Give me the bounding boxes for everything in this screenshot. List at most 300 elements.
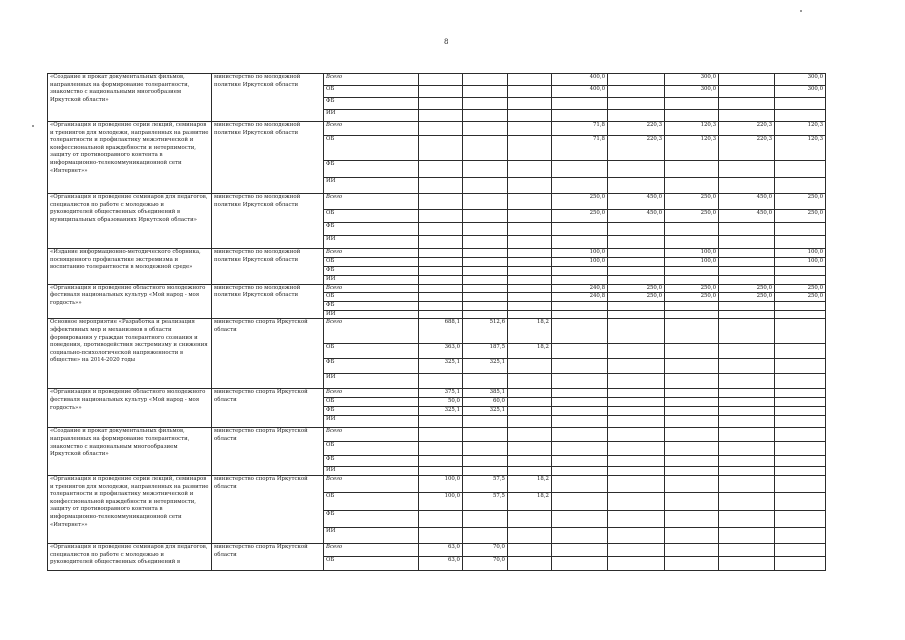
- amount-cell: [775, 398, 826, 407]
- amount-cell: [419, 210, 463, 223]
- amount-cell: [608, 344, 665, 359]
- amount-cell: 300,0: [775, 74, 826, 86]
- funding-source-cell: Всего: [324, 249, 419, 258]
- amount-cell: [775, 374, 826, 389]
- amount-cell: 71,8: [552, 122, 608, 136]
- amount-cell: [419, 293, 463, 302]
- amount-cell: [775, 236, 826, 249]
- table-row: [48, 475, 826, 492]
- amount-cell: 63,0: [419, 556, 463, 570]
- amount-cell: [665, 302, 719, 311]
- funding-source-cell: ИИ: [324, 110, 419, 122]
- funding-source-cell: ОБ: [324, 136, 419, 161]
- amount-cell: [775, 178, 826, 194]
- amount-cell: [665, 442, 719, 456]
- amount-cell: 18,2: [508, 344, 552, 359]
- amount-cell: [775, 310, 826, 319]
- amount-cell: 363,0: [419, 344, 463, 359]
- amount-cell: 385,1: [463, 389, 508, 398]
- amount-cell: [608, 249, 665, 258]
- amount-cell: [775, 267, 826, 276]
- amount-cell: [419, 74, 463, 86]
- amount-cell: 57,5: [463, 475, 508, 492]
- funding-source-cell: ОБ: [324, 398, 419, 407]
- amount-cell: [665, 310, 719, 319]
- activity-name-cell: «Создание и прокат документальных фильмов, направленных на формирование толерантности, знакомство с национальными многообразием Иркутской области»: [48, 74, 212, 122]
- amount-cell: [665, 543, 719, 556]
- amount-cell: [719, 359, 775, 374]
- amount-cell: [775, 456, 826, 467]
- funding-source-cell: ФБ: [324, 407, 419, 416]
- amount-cell: [608, 98, 665, 110]
- amount-cell: [608, 74, 665, 86]
- funding-source-cell: ФБ: [324, 161, 419, 178]
- amount-cell: [719, 416, 775, 428]
- responsible-executor-cell: министерство спорта Иркутской области: [212, 543, 324, 570]
- amount-cell: [419, 223, 463, 236]
- amount-cell: [775, 467, 826, 476]
- amount-cell: 100,0: [419, 492, 463, 510]
- table-row: [48, 74, 826, 86]
- amount-cell: [665, 267, 719, 276]
- program-activities-table: [47, 73, 826, 571]
- responsible-executor-cell: министерство спорта Иркутской области: [212, 319, 324, 389]
- amount-cell: [463, 110, 508, 122]
- amount-cell: [719, 527, 775, 543]
- amount-cell: [552, 475, 608, 492]
- amount-cell: [665, 389, 719, 398]
- amount-cell: [419, 310, 463, 319]
- amount-cell: [508, 276, 552, 285]
- amount-cell: [665, 407, 719, 416]
- amount-cell: [508, 210, 552, 223]
- amount-cell: [608, 389, 665, 398]
- amount-cell: 60,0: [463, 398, 508, 407]
- amount-cell: [419, 86, 463, 98]
- amount-cell: [719, 178, 775, 194]
- responsible-executor-cell: министерство по молодежной политике Иркутской области: [212, 249, 324, 285]
- activity-name-cell: «Организация и проведение семинаров для педагогов, специалистов по работе с молодежью и руководителей общественных объединений в муниципальных образованиях Иркутской области»: [48, 194, 212, 249]
- funding-source-cell: ОБ: [324, 492, 419, 510]
- amount-cell: [665, 398, 719, 407]
- amount-cell: [463, 374, 508, 389]
- amount-cell: [419, 110, 463, 122]
- amount-cell: [419, 236, 463, 249]
- amount-cell: [508, 374, 552, 389]
- amount-cell: [719, 98, 775, 110]
- amount-cell: [508, 249, 552, 258]
- amount-cell: [463, 258, 508, 267]
- amount-cell: 120,3: [665, 122, 719, 136]
- amount-cell: [552, 319, 608, 344]
- amount-cell: [665, 276, 719, 285]
- amount-cell: [775, 527, 826, 543]
- amount-cell: [719, 467, 775, 476]
- amount-cell: [552, 416, 608, 428]
- amount-cell: [719, 319, 775, 344]
- amount-cell: 220,3: [608, 136, 665, 161]
- amount-cell: 100,0: [552, 249, 608, 258]
- amount-cell: [552, 223, 608, 236]
- amount-cell: 300,0: [775, 86, 826, 98]
- amount-cell: [552, 527, 608, 543]
- amount-cell: 220,3: [719, 122, 775, 136]
- amount-cell: [419, 416, 463, 428]
- amount-cell: [665, 527, 719, 543]
- funding-source-cell: Всего: [324, 543, 419, 556]
- amount-cell: 240,8: [552, 293, 608, 302]
- amount-cell: [608, 258, 665, 267]
- amount-cell: 18,2: [508, 475, 552, 492]
- amount-cell: [463, 267, 508, 276]
- amount-cell: 450,0: [608, 210, 665, 223]
- funding-source-cell: ИИ: [324, 276, 419, 285]
- amount-cell: [419, 527, 463, 543]
- activity-name-cell: «Организация и проведение областного молодежного фестиваля национальных культур «Мой народ - моя гордость»»: [48, 389, 212, 428]
- activity-name-cell: «Организация и проведение серии лекций, семинаров и тренингов для молодежи, направленных на развитие толерантности и профилактику межэтнической и конфессиональной враждебности и нетерпимости, защиту от противоправного контента в информационно-телекоммуникационной сети «Интернет»»: [48, 475, 212, 543]
- amount-cell: 250,0: [719, 284, 775, 293]
- amount-cell: [463, 456, 508, 467]
- amount-cell: [419, 122, 463, 136]
- funding-source-cell: ОБ: [324, 556, 419, 570]
- amount-cell: [665, 428, 719, 442]
- amount-cell: [508, 359, 552, 374]
- amount-cell: 18,2: [508, 319, 552, 344]
- amount-cell: [719, 344, 775, 359]
- amount-cell: [552, 492, 608, 510]
- amount-cell: 100,0: [775, 258, 826, 267]
- amount-cell: [608, 86, 665, 98]
- amount-cell: [463, 527, 508, 543]
- funding-source-cell: ИИ: [324, 236, 419, 249]
- amount-cell: 100,0: [665, 249, 719, 258]
- amount-cell: [508, 86, 552, 98]
- funding-source-cell: ИИ: [324, 178, 419, 194]
- amount-cell: 300,0: [665, 86, 719, 98]
- amount-cell: [719, 407, 775, 416]
- amount-cell: [463, 178, 508, 194]
- funding-source-cell: ФБ: [324, 456, 419, 467]
- funding-source-cell: Всего: [324, 428, 419, 442]
- amount-cell: [508, 110, 552, 122]
- funding-source-cell: Всего: [324, 389, 419, 398]
- amount-cell: [719, 258, 775, 267]
- amount-cell: [719, 276, 775, 285]
- amount-cell: [463, 86, 508, 98]
- amount-cell: [665, 344, 719, 359]
- amount-cell: [463, 161, 508, 178]
- amount-cell: 220,3: [719, 136, 775, 161]
- amount-cell: 220,3: [608, 122, 665, 136]
- amount-cell: [719, 374, 775, 389]
- amount-cell: [719, 428, 775, 442]
- amount-cell: [508, 258, 552, 267]
- activity-name-cell: «Организация и проведение областного молодежного фестиваля национальных культур «Мой народ - моя гордость»»: [48, 284, 212, 319]
- amount-cell: [419, 467, 463, 476]
- amount-cell: [508, 293, 552, 302]
- amount-cell: [508, 161, 552, 178]
- table-row: [48, 284, 826, 293]
- amount-cell: [552, 428, 608, 442]
- amount-cell: 250,0: [665, 210, 719, 223]
- amount-cell: [775, 556, 826, 570]
- amount-cell: [419, 456, 463, 467]
- amount-cell: [719, 74, 775, 86]
- amount-cell: [608, 416, 665, 428]
- amount-cell: [419, 374, 463, 389]
- table-row: [48, 389, 826, 398]
- amount-cell: 688,1: [419, 319, 463, 344]
- amount-cell: [608, 527, 665, 543]
- amount-cell: [775, 407, 826, 416]
- table-row: [48, 249, 826, 258]
- responsible-executor-cell: министерство по молодежной политике Иркутской области: [212, 284, 324, 319]
- amount-cell: [665, 236, 719, 249]
- amount-cell: [508, 223, 552, 236]
- amount-cell: 250,0: [775, 194, 826, 210]
- amount-cell: [719, 543, 775, 556]
- amount-cell: 512,6: [463, 319, 508, 344]
- table-row: [48, 194, 826, 210]
- amount-cell: [419, 258, 463, 267]
- amount-cell: [419, 136, 463, 161]
- funding-source-cell: ОБ: [324, 293, 419, 302]
- amount-cell: 450,0: [719, 210, 775, 223]
- responsible-executor-cell: министерство по молодежной политике Иркутской области: [212, 74, 324, 122]
- amount-cell: [608, 178, 665, 194]
- amount-cell: [508, 74, 552, 86]
- amount-cell: [463, 416, 508, 428]
- funding-source-cell: Всего: [324, 475, 419, 492]
- amount-cell: [552, 359, 608, 374]
- amount-cell: 18,2: [508, 492, 552, 510]
- amount-cell: [419, 284, 463, 293]
- amount-cell: [508, 98, 552, 110]
- funding-source-cell: ИИ: [324, 310, 419, 319]
- amount-cell: 250,0: [775, 210, 826, 223]
- amount-cell: [463, 428, 508, 442]
- table-row: [48, 122, 826, 136]
- amount-cell: [608, 236, 665, 249]
- amount-cell: 250,0: [552, 194, 608, 210]
- amount-cell: 325,1: [419, 407, 463, 416]
- amount-cell: [775, 223, 826, 236]
- amount-cell: [608, 442, 665, 456]
- amount-cell: 400,0: [552, 74, 608, 86]
- activity-name-cell: «Организация и проведение семинаров для педагогов, специалистов по работе с молодежью и руководителей общественных объединений в: [48, 543, 212, 570]
- amount-cell: [775, 276, 826, 285]
- amount-cell: [508, 543, 552, 556]
- amount-cell: [463, 442, 508, 456]
- amount-cell: 400,0: [552, 86, 608, 98]
- responsible-executor-cell: министерство спорта Иркутской области: [212, 475, 324, 543]
- amount-cell: [463, 302, 508, 311]
- amount-cell: 120,3: [775, 136, 826, 161]
- amount-cell: 450,0: [608, 194, 665, 210]
- amount-cell: [608, 374, 665, 389]
- amount-cell: [608, 456, 665, 467]
- amount-cell: [508, 302, 552, 311]
- amount-cell: [419, 442, 463, 456]
- amount-cell: [508, 284, 552, 293]
- responsible-executor-cell: министерство спорта Иркутской области: [212, 428, 324, 476]
- amount-cell: 100,0: [552, 258, 608, 267]
- amount-cell: [719, 310, 775, 319]
- amount-cell: [508, 267, 552, 276]
- amount-cell: [608, 475, 665, 492]
- amount-cell: [719, 556, 775, 570]
- funding-source-cell: Всего: [324, 284, 419, 293]
- amount-cell: 325,1: [419, 359, 463, 374]
- amount-cell: [719, 236, 775, 249]
- amount-cell: [608, 110, 665, 122]
- amount-cell: [552, 442, 608, 456]
- amount-cell: [463, 136, 508, 161]
- amount-cell: 100,0: [665, 258, 719, 267]
- amount-cell: [463, 236, 508, 249]
- amount-cell: [552, 276, 608, 285]
- amount-cell: 250,0: [775, 284, 826, 293]
- amount-cell: [665, 319, 719, 344]
- amount-cell: [775, 442, 826, 456]
- funding-source-cell: ОБ: [324, 210, 419, 223]
- amount-cell: [419, 276, 463, 285]
- amount-cell: [719, 492, 775, 510]
- amount-cell: [419, 98, 463, 110]
- amount-cell: 325,1: [463, 359, 508, 374]
- amount-cell: [665, 556, 719, 570]
- amount-cell: 250,0: [775, 293, 826, 302]
- amount-cell: [552, 161, 608, 178]
- amount-cell: [665, 98, 719, 110]
- amount-cell: [419, 302, 463, 311]
- amount-cell: [665, 467, 719, 476]
- amount-cell: [508, 194, 552, 210]
- amount-cell: 375,1: [419, 389, 463, 398]
- funding-source-cell: ФБ: [324, 302, 419, 311]
- amount-cell: [508, 510, 552, 527]
- amount-cell: [508, 236, 552, 249]
- amount-cell: 100,0: [775, 249, 826, 258]
- amount-cell: 250,0: [665, 284, 719, 293]
- amount-cell: [775, 110, 826, 122]
- amount-cell: 325,1: [463, 407, 508, 416]
- amount-cell: [419, 267, 463, 276]
- funding-source-cell: Всего: [324, 74, 419, 86]
- amount-cell: [665, 374, 719, 389]
- amount-cell: [419, 510, 463, 527]
- page-number: 8: [444, 38, 449, 46]
- amount-cell: [608, 310, 665, 319]
- amount-cell: [463, 310, 508, 319]
- activity-name-cell: «Издание информационно-методического сборника, посвященного профилактике экстремизма и воспитанию толерантности в молодежной среде»: [48, 249, 212, 285]
- scan-speck: [800, 10, 802, 12]
- amount-cell: 57,5: [463, 492, 508, 510]
- amount-cell: [719, 398, 775, 407]
- amount-cell: [552, 456, 608, 467]
- amount-cell: [775, 302, 826, 311]
- amount-cell: [463, 510, 508, 527]
- amount-cell: [608, 407, 665, 416]
- funding-source-cell: ОБ: [324, 442, 419, 456]
- amount-cell: [608, 161, 665, 178]
- amount-cell: [508, 416, 552, 428]
- amount-cell: [463, 194, 508, 210]
- amount-cell: [665, 161, 719, 178]
- amount-cell: [552, 267, 608, 276]
- amount-cell: [665, 456, 719, 467]
- amount-cell: 240,8: [552, 284, 608, 293]
- amount-cell: [719, 510, 775, 527]
- amount-cell: [552, 510, 608, 527]
- amount-cell: [775, 428, 826, 442]
- amount-cell: 187,5: [463, 344, 508, 359]
- amount-cell: [419, 178, 463, 194]
- amount-cell: [419, 249, 463, 258]
- amount-cell: [463, 293, 508, 302]
- responsible-executor-cell: министерство по молодежной политике Иркутской области: [212, 122, 324, 194]
- amount-cell: [508, 178, 552, 194]
- amount-cell: [552, 98, 608, 110]
- amount-cell: [552, 374, 608, 389]
- amount-cell: [719, 302, 775, 311]
- amount-cell: [608, 223, 665, 236]
- amount-cell: 450,0: [719, 194, 775, 210]
- funding-source-cell: ФБ: [324, 510, 419, 527]
- amount-cell: [665, 223, 719, 236]
- amount-cell: 71,8: [552, 136, 608, 161]
- amount-cell: [508, 456, 552, 467]
- amount-cell: 50,0: [419, 398, 463, 407]
- amount-cell: [608, 556, 665, 570]
- amount-cell: [775, 416, 826, 428]
- amount-cell: [552, 310, 608, 319]
- funding-source-cell: ФБ: [324, 98, 419, 110]
- amount-cell: [419, 194, 463, 210]
- amount-cell: [463, 98, 508, 110]
- amount-cell: [463, 122, 508, 136]
- table-row: [48, 428, 826, 442]
- amount-cell: [719, 161, 775, 178]
- amount-cell: [608, 302, 665, 311]
- amount-cell: [508, 407, 552, 416]
- amount-cell: [608, 276, 665, 285]
- funding-source-cell: ИИ: [324, 374, 419, 389]
- amount-cell: [508, 136, 552, 161]
- amount-cell: [508, 428, 552, 442]
- amount-cell: [608, 467, 665, 476]
- amount-cell: 250,0: [608, 284, 665, 293]
- scan-speck: [32, 125, 34, 127]
- amount-cell: [463, 467, 508, 476]
- amount-cell: [775, 161, 826, 178]
- amount-cell: [419, 161, 463, 178]
- activity-name-cell: «Создание и прокат документальных фильмов, направленных на формирование толерантности, знакомство с национальным многообразием Иркутской области»: [48, 428, 212, 476]
- amount-cell: [719, 442, 775, 456]
- amount-cell: [463, 284, 508, 293]
- amount-cell: 63,0: [419, 543, 463, 556]
- amount-cell: 70,0: [463, 543, 508, 556]
- funding-source-cell: ФБ: [324, 223, 419, 236]
- amount-cell: [608, 543, 665, 556]
- amount-cell: [665, 510, 719, 527]
- amount-cell: [608, 267, 665, 276]
- amount-cell: [775, 543, 826, 556]
- amount-cell: [463, 276, 508, 285]
- amount-cell: [775, 98, 826, 110]
- funding-source-cell: Всего: [324, 319, 419, 344]
- amount-cell: [463, 210, 508, 223]
